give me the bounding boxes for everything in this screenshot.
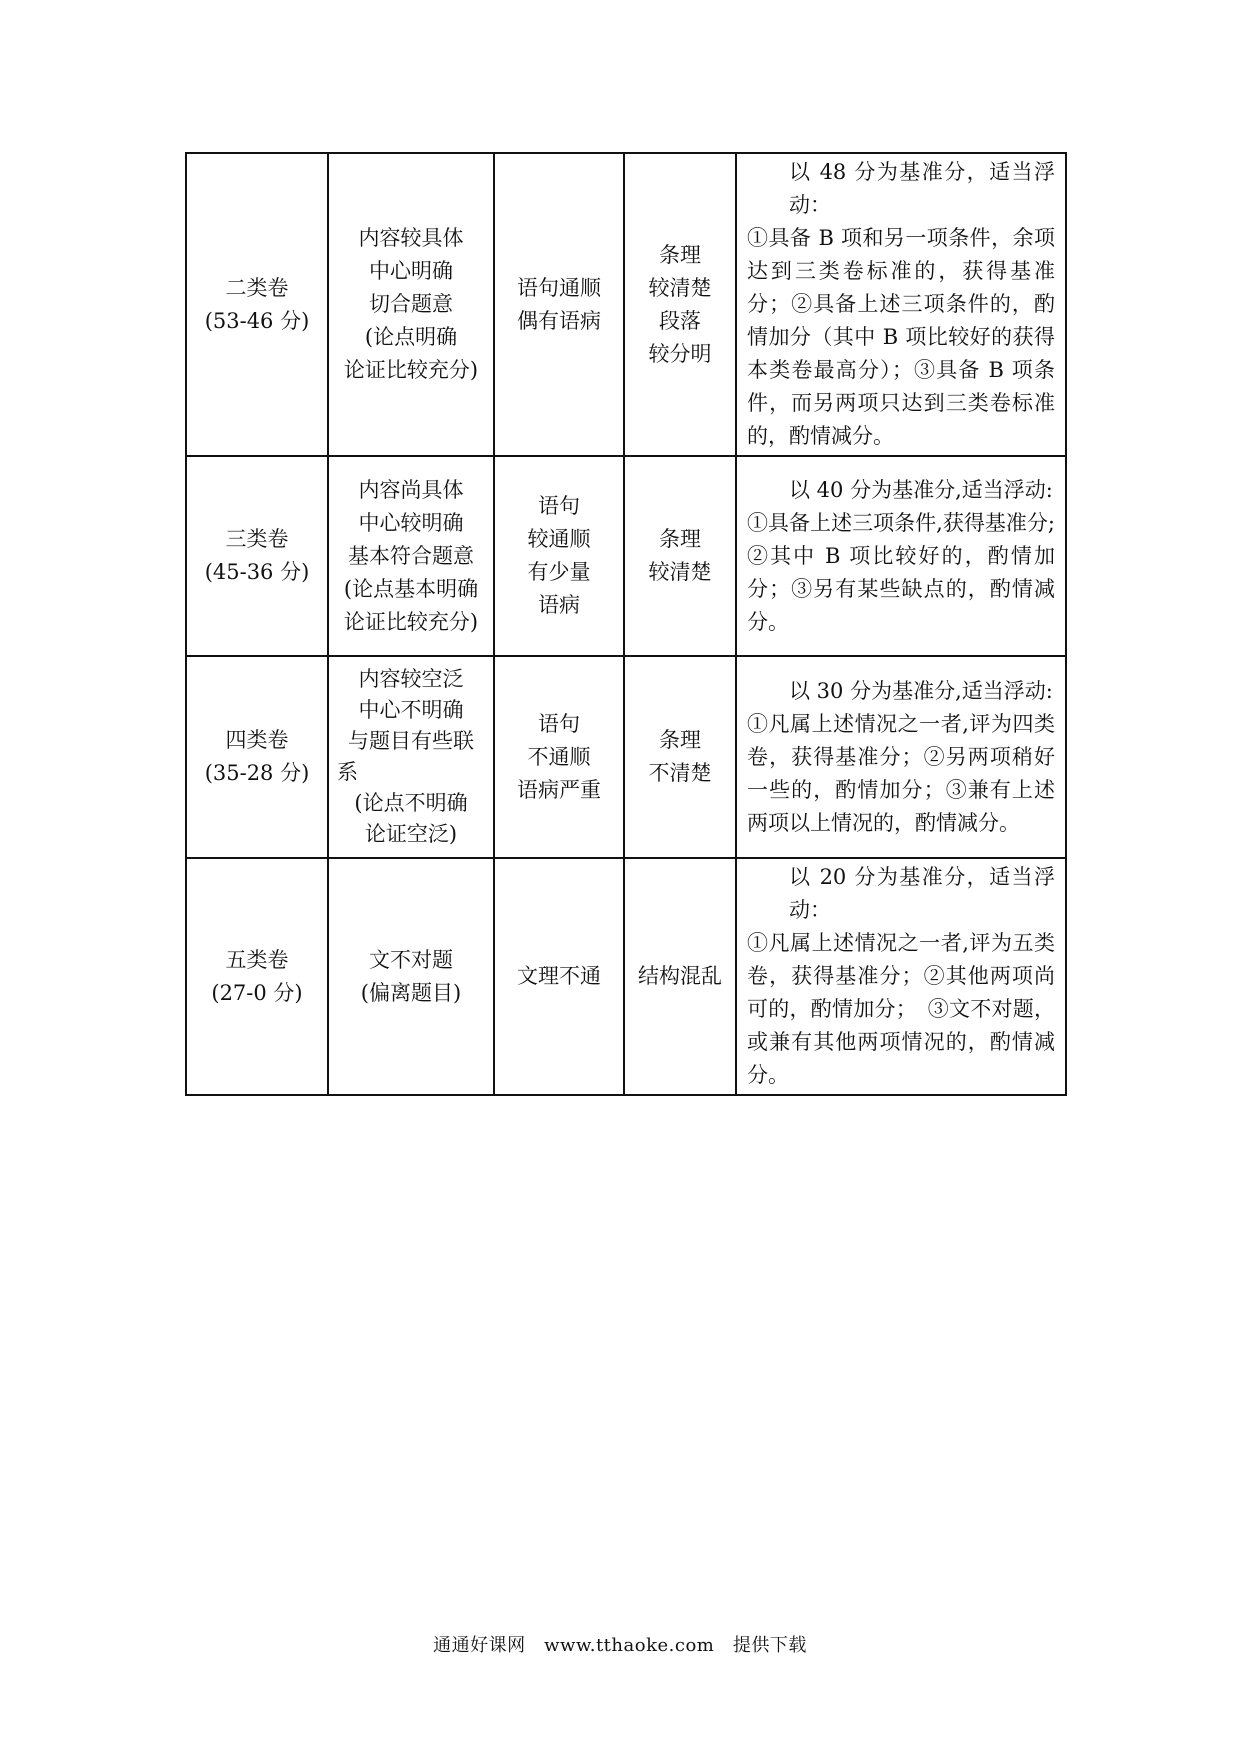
content-line: 论证比较充分)	[343, 358, 479, 382]
language-cell	[494, 656, 624, 858]
grade-name: 五类卷	[225, 947, 289, 972]
table-row-grade-2	[186, 153, 1066, 456]
language-line: 有少量	[527, 560, 591, 584]
language-line: 语病严重	[517, 777, 601, 802]
language-line: 语病	[538, 593, 580, 617]
grade-name: 二类卷	[225, 275, 289, 300]
grade-name: 三类卷	[225, 527, 289, 551]
grade-score-range: (53-46 分)	[204, 308, 310, 333]
structure-cell	[624, 456, 736, 656]
structure-line: 较清楚	[648, 560, 712, 584]
content-line: 内容较空泛	[358, 667, 464, 691]
content-line: 系	[337, 760, 358, 784]
language-line: 不通顺	[527, 744, 591, 769]
structure-line: 条理	[659, 728, 701, 752]
structure-line: 不清楚	[648, 761, 712, 785]
criteria-lead: 以 30 分为基准分,适当浮动:	[789, 678, 1053, 703]
content-line: (论点不明确	[354, 791, 468, 815]
content-cell	[328, 858, 494, 1095]
grade-score-range: (27-0 分)	[211, 980, 303, 1005]
grade-cell	[186, 153, 328, 456]
content-line: 中心明确	[369, 259, 453, 283]
criteria-text: ①凡属上述情况之一者,评为五类卷，获得基准分；②其他两项尚可的，酌情加分； ③文不对题，或兼有其他两项情况的，酌情减分。	[747, 931, 1055, 1087]
criteria-lead: 以 40 分为基准分,适当浮动:	[789, 477, 1053, 502]
content-line: 论证比较充分)	[343, 609, 479, 634]
content-line: 文不对题	[369, 947, 453, 972]
language-cell	[494, 456, 624, 656]
structure-line: 条理	[659, 242, 701, 267]
content-cell	[328, 656, 494, 858]
structure-line: 较清楚	[648, 275, 712, 300]
table-row-grade-3	[186, 456, 1066, 656]
language-line: 文理不通	[517, 964, 601, 988]
structure-cell	[624, 153, 736, 456]
table-row-grade-5	[186, 858, 1066, 1095]
content-cell	[328, 153, 494, 456]
content-cell	[328, 456, 494, 656]
content-line: 与题目有些联	[348, 729, 474, 753]
criteria-cell	[736, 456, 1066, 656]
content-line: 基本符合题意	[348, 543, 474, 568]
language-cell	[494, 858, 624, 1095]
language-line: 语句	[538, 494, 580, 518]
content-line: (论点明确	[364, 325, 458, 349]
criteria-text: ①凡属上述情况之一者,评为四类卷，获得基准分；②另两项稍好一些的，酌情加分；③兼有上述两项以上情况的，酌情减分。	[747, 711, 1055, 835]
criteria-text: ①具备 B 项和另一项条件，余项达到三类卷标准的，获得基准分；②具备上述三项条件的，酌情加分（其中 B 项比较好的获得本类卷最高分）；③具备 B 项条件，而另两项只达到三类卷标准的，酌情减分。	[747, 226, 1055, 448]
language-line: 语句通顺	[517, 275, 601, 300]
content-line: 中心较明确	[358, 510, 464, 535]
grade-name: 四类卷	[225, 728, 289, 752]
content-line: (论点基本明确	[343, 576, 479, 601]
language-line: 较通顺	[527, 527, 591, 551]
grade-score-range: (45-36 分)	[204, 560, 310, 584]
structure-cell	[624, 858, 736, 1095]
structure-line: 较分明	[648, 341, 712, 366]
criteria-lead: 以 20 分为基准分，适当浮动：	[789, 865, 1055, 922]
grade-score-range: (35-28 分)	[204, 761, 310, 785]
language-line: 语句	[538, 711, 580, 736]
structure-line: 条理	[659, 527, 701, 551]
criteria-text: ①具备上述三项条件,获得基准分; ②其中 B 项比较好的，酌情加分；③另有某些缺点的，酌情减分。	[747, 510, 1055, 634]
criteria-cell	[736, 858, 1066, 1095]
grade-cell	[186, 858, 328, 1095]
criteria-cell	[736, 153, 1066, 456]
language-cell	[494, 153, 624, 456]
content-line: 切合题意	[369, 292, 453, 316]
table-row-grade-4	[186, 656, 1066, 858]
structure-line: 结构混乱	[638, 964, 722, 988]
content-line: 论证空泛)	[364, 822, 458, 846]
structure-cell	[624, 656, 736, 858]
content-line: 内容尚具体	[358, 477, 464, 502]
content-line: 内容较具体	[358, 226, 464, 250]
content-line: 中心不明确	[358, 698, 464, 722]
content-line: (偏离题目)	[360, 980, 462, 1005]
structure-line: 段落	[659, 308, 701, 333]
criteria-cell	[736, 656, 1066, 858]
page-footer: 通通好课网 www.tthaoke.com 提供下载	[433, 1635, 807, 1656]
grading-criteria-table	[185, 152, 1067, 1096]
grade-cell	[186, 656, 328, 858]
criteria-lead: 以 48 分为基准分，适当浮动：	[789, 160, 1055, 217]
grade-cell	[186, 456, 328, 656]
language-line: 偶有语病	[517, 308, 601, 333]
